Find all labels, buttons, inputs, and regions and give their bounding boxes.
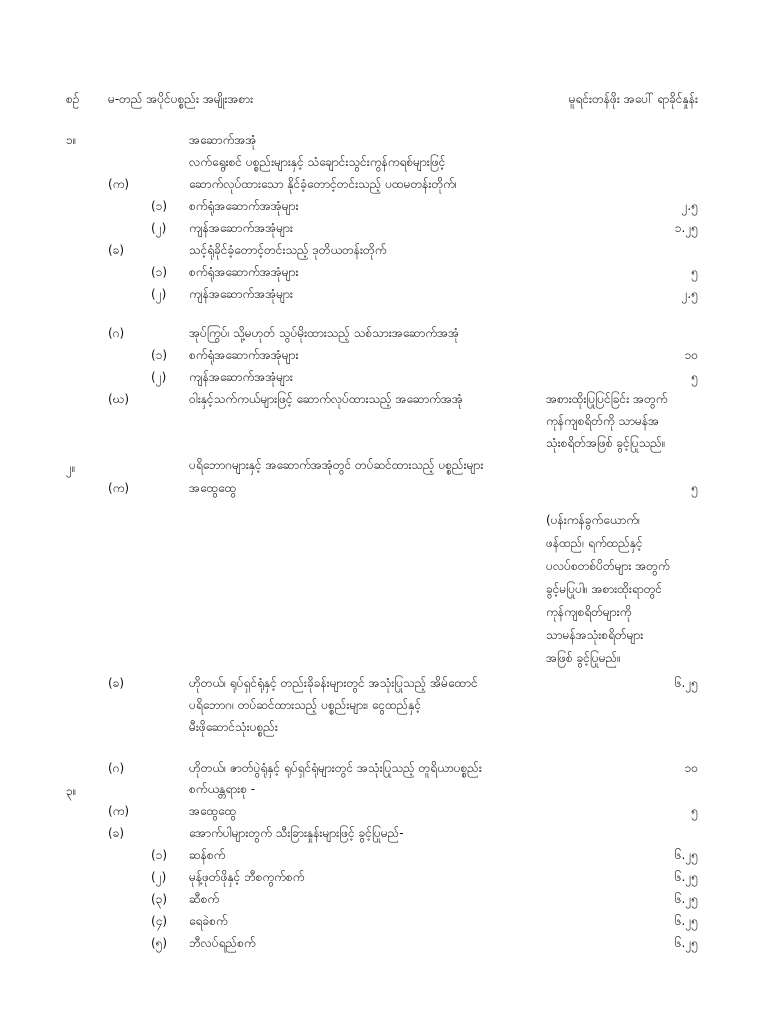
note-line: သာမန်အသုံးစရိတ်များ xyxy=(546,628,644,642)
row-text: ပရိဘောဂ၊ တပ်ဆင်ထားသည့် ပစ္စည်းများ၊ ငွေထည်နှင့် xyxy=(189,698,422,712)
row-text: ဆောက်လုပ်ထားသော နိုင်ခံ့တောင့်တင်းသည့် ပထမတန်းတိုက်၊ xyxy=(189,177,457,191)
row-text: ဘီလပ်ရည်စက် xyxy=(189,936,256,950)
row-subsub: (၁) xyxy=(151,199,168,213)
header-col-no: စဉ် xyxy=(66,92,80,106)
row-subsub: (၅) xyxy=(151,936,168,950)
row-no: ၃။ xyxy=(66,784,77,798)
row-text: စက်ရုံအဆောက်အအုံများ xyxy=(189,265,299,279)
row-text: အဆောက်အအုံ xyxy=(189,133,257,147)
row-text: ကျန်အဆောက်အအုံများ xyxy=(189,287,293,301)
row-sub: (ခ) xyxy=(108,243,125,257)
row-rate: ၆.၂၅ xyxy=(674,892,698,906)
row-subsub: (၁) xyxy=(151,265,168,279)
row-rate: ၁.၂၅ xyxy=(674,221,698,235)
row-rate: ၆.၂၅ xyxy=(674,914,698,928)
row-subsub: (၄) xyxy=(151,914,168,928)
row-text: ဝါးနှင့်သက်ကယ်များဖြင့် ဆောက်လုပ်ထားသည့် အဆောက်အအုံ xyxy=(189,392,463,406)
note-line: သုံးစရိတ်အဖြစ် ခွင့်ပြုသည်။ xyxy=(546,436,666,450)
row-text: ကျန်အဆောက်အအုံများ xyxy=(189,221,293,235)
note-line: ဖန်ထည်၊ ရက်ထည်နှင့် xyxy=(546,536,643,550)
row-rate: ၅ xyxy=(691,481,698,495)
row-text: ရေခဲစက် xyxy=(189,914,228,928)
row-no: ၂။ xyxy=(66,461,76,475)
row-no: ၁။ xyxy=(66,133,77,147)
row-subsub: (၂) xyxy=(151,870,167,884)
row-rate: ၅ xyxy=(691,265,698,279)
row-subsub: (၁) xyxy=(151,348,168,362)
header-col-item: မ-တည် အပိုင်ပစ္စည်း အမျိုးအစား xyxy=(108,92,254,106)
row-rate: ၆.၂၅ xyxy=(674,870,698,884)
row-subsub: (၂) xyxy=(151,221,167,235)
row-rate: ၂.၅ xyxy=(681,287,698,301)
row-rate: ၅ xyxy=(691,370,698,384)
row-text: ဟိုတယ်၊ ဇာတ်ပွဲရုံနှင့် ရုပ်ရှင်ရုံများတွင် အသုံးပြုသည့် တူရိယာပစ္စည်း xyxy=(189,761,482,775)
row-rate: ၆.၂၅ xyxy=(674,848,698,862)
row-subsub: (၃) xyxy=(151,892,168,906)
note-line: (ပန်းကန်ခွက်ယောက်၊ xyxy=(546,513,640,527)
row-text: ဆန်စက် xyxy=(189,848,226,862)
row-text: ပရိဘောဂများနှင့် အဆောက်အအုံတွင် တပ်ဆင်ထားသည့် ပစ္စည်းများ xyxy=(189,458,484,472)
row-subsub: (၁) xyxy=(151,848,168,862)
row-text: သင့်ရုံခိုင်ခံ့တောင့်တင်းသည့် ဒုတိယတန်းတိုက် xyxy=(189,243,387,257)
row-rate: ၆.၂၅ xyxy=(674,936,698,950)
row-sub: (က) xyxy=(108,804,130,818)
row-text: စက်ရုံအဆောက်အအုံများ xyxy=(189,348,299,362)
row-sub: (က) xyxy=(108,177,130,191)
row-text: ဟိုတယ်၊ ရုပ်ရှင်ရုံနှင့် တည်းခိုခန်းများတွင် အသုံးပြုသည့် အိမ်ထောင် xyxy=(189,676,478,690)
note-line: အစားထိုးပြုပြင်ခြင်း အတွက် xyxy=(546,392,668,406)
note-line: အဖြစ် ခွင့်ပြုမည်။ xyxy=(546,651,621,665)
row-text: အောက်ပါများတွက် သီးခြားနှုန်းများဖြင့် ခွင့်ပြုမည်- xyxy=(189,826,404,840)
row-text: မီးဖိုဆောင်သုံးပစ္စည်း xyxy=(189,720,278,734)
row-text: လက်ရွေးစင် ပစ္စည်းများနှင့် သံချောင်းသွင်းကွန်ကရစ်များဖြင့် xyxy=(189,155,446,169)
row-text: ဆီစက် xyxy=(189,892,220,906)
note-line: ပလပ်စတစ်ပိတ်များ အတွက် xyxy=(546,559,670,573)
row-rate: ၅ xyxy=(691,804,698,818)
row-subsub: (၂) xyxy=(151,370,167,384)
row-rate: ၁၀ xyxy=(684,348,698,362)
row-text: အုပ်ကြွပ်၊ သို့မဟုတ် သွပ်မိုးထားသည့် သစ်သားအဆောက်အအုံ xyxy=(189,326,460,340)
row-rate: ၁၀ xyxy=(684,761,698,775)
row-text: စက်ရုံအဆောက်အအုံများ xyxy=(189,199,299,213)
row-sub: (ဂ) xyxy=(108,326,125,340)
row-text: အထွေထွေ xyxy=(189,481,237,495)
row-sub: (က) xyxy=(108,481,130,495)
note-line: ကုန်ကျစရိတ်ကို သာမန်အ xyxy=(546,414,660,428)
row-sub: (ဃ) xyxy=(108,392,130,406)
note-line: ကုန်ကျစရိတ်များကို xyxy=(546,605,632,619)
row-text: စက်ယန္တရားစု - xyxy=(189,782,256,796)
row-sub: (ခ) xyxy=(108,676,125,690)
row-sub: (ခ) xyxy=(108,826,125,840)
row-text: အထွေထွေ xyxy=(189,804,237,818)
row-sub: (ဂ) xyxy=(108,761,125,775)
row-rate: ၂.၅ xyxy=(681,199,698,213)
note-line: ခွင့်မပြုပါ။ အစားထိုးရာတွင် xyxy=(546,582,663,596)
row-text: ကျန်အဆောက်အအုံများ xyxy=(189,370,293,384)
row-rate: ၆.၂၅ xyxy=(674,676,698,690)
header-col-rate: မူရင်းတန်ဖိုး အပေါ် ရာခိုင်နှုန်း xyxy=(568,92,698,106)
row-text: မုန့်ဖုတ်ဖိုနှင့် ဘီစကွက်စက် xyxy=(189,870,305,884)
row-subsub: (၂) xyxy=(151,287,167,301)
